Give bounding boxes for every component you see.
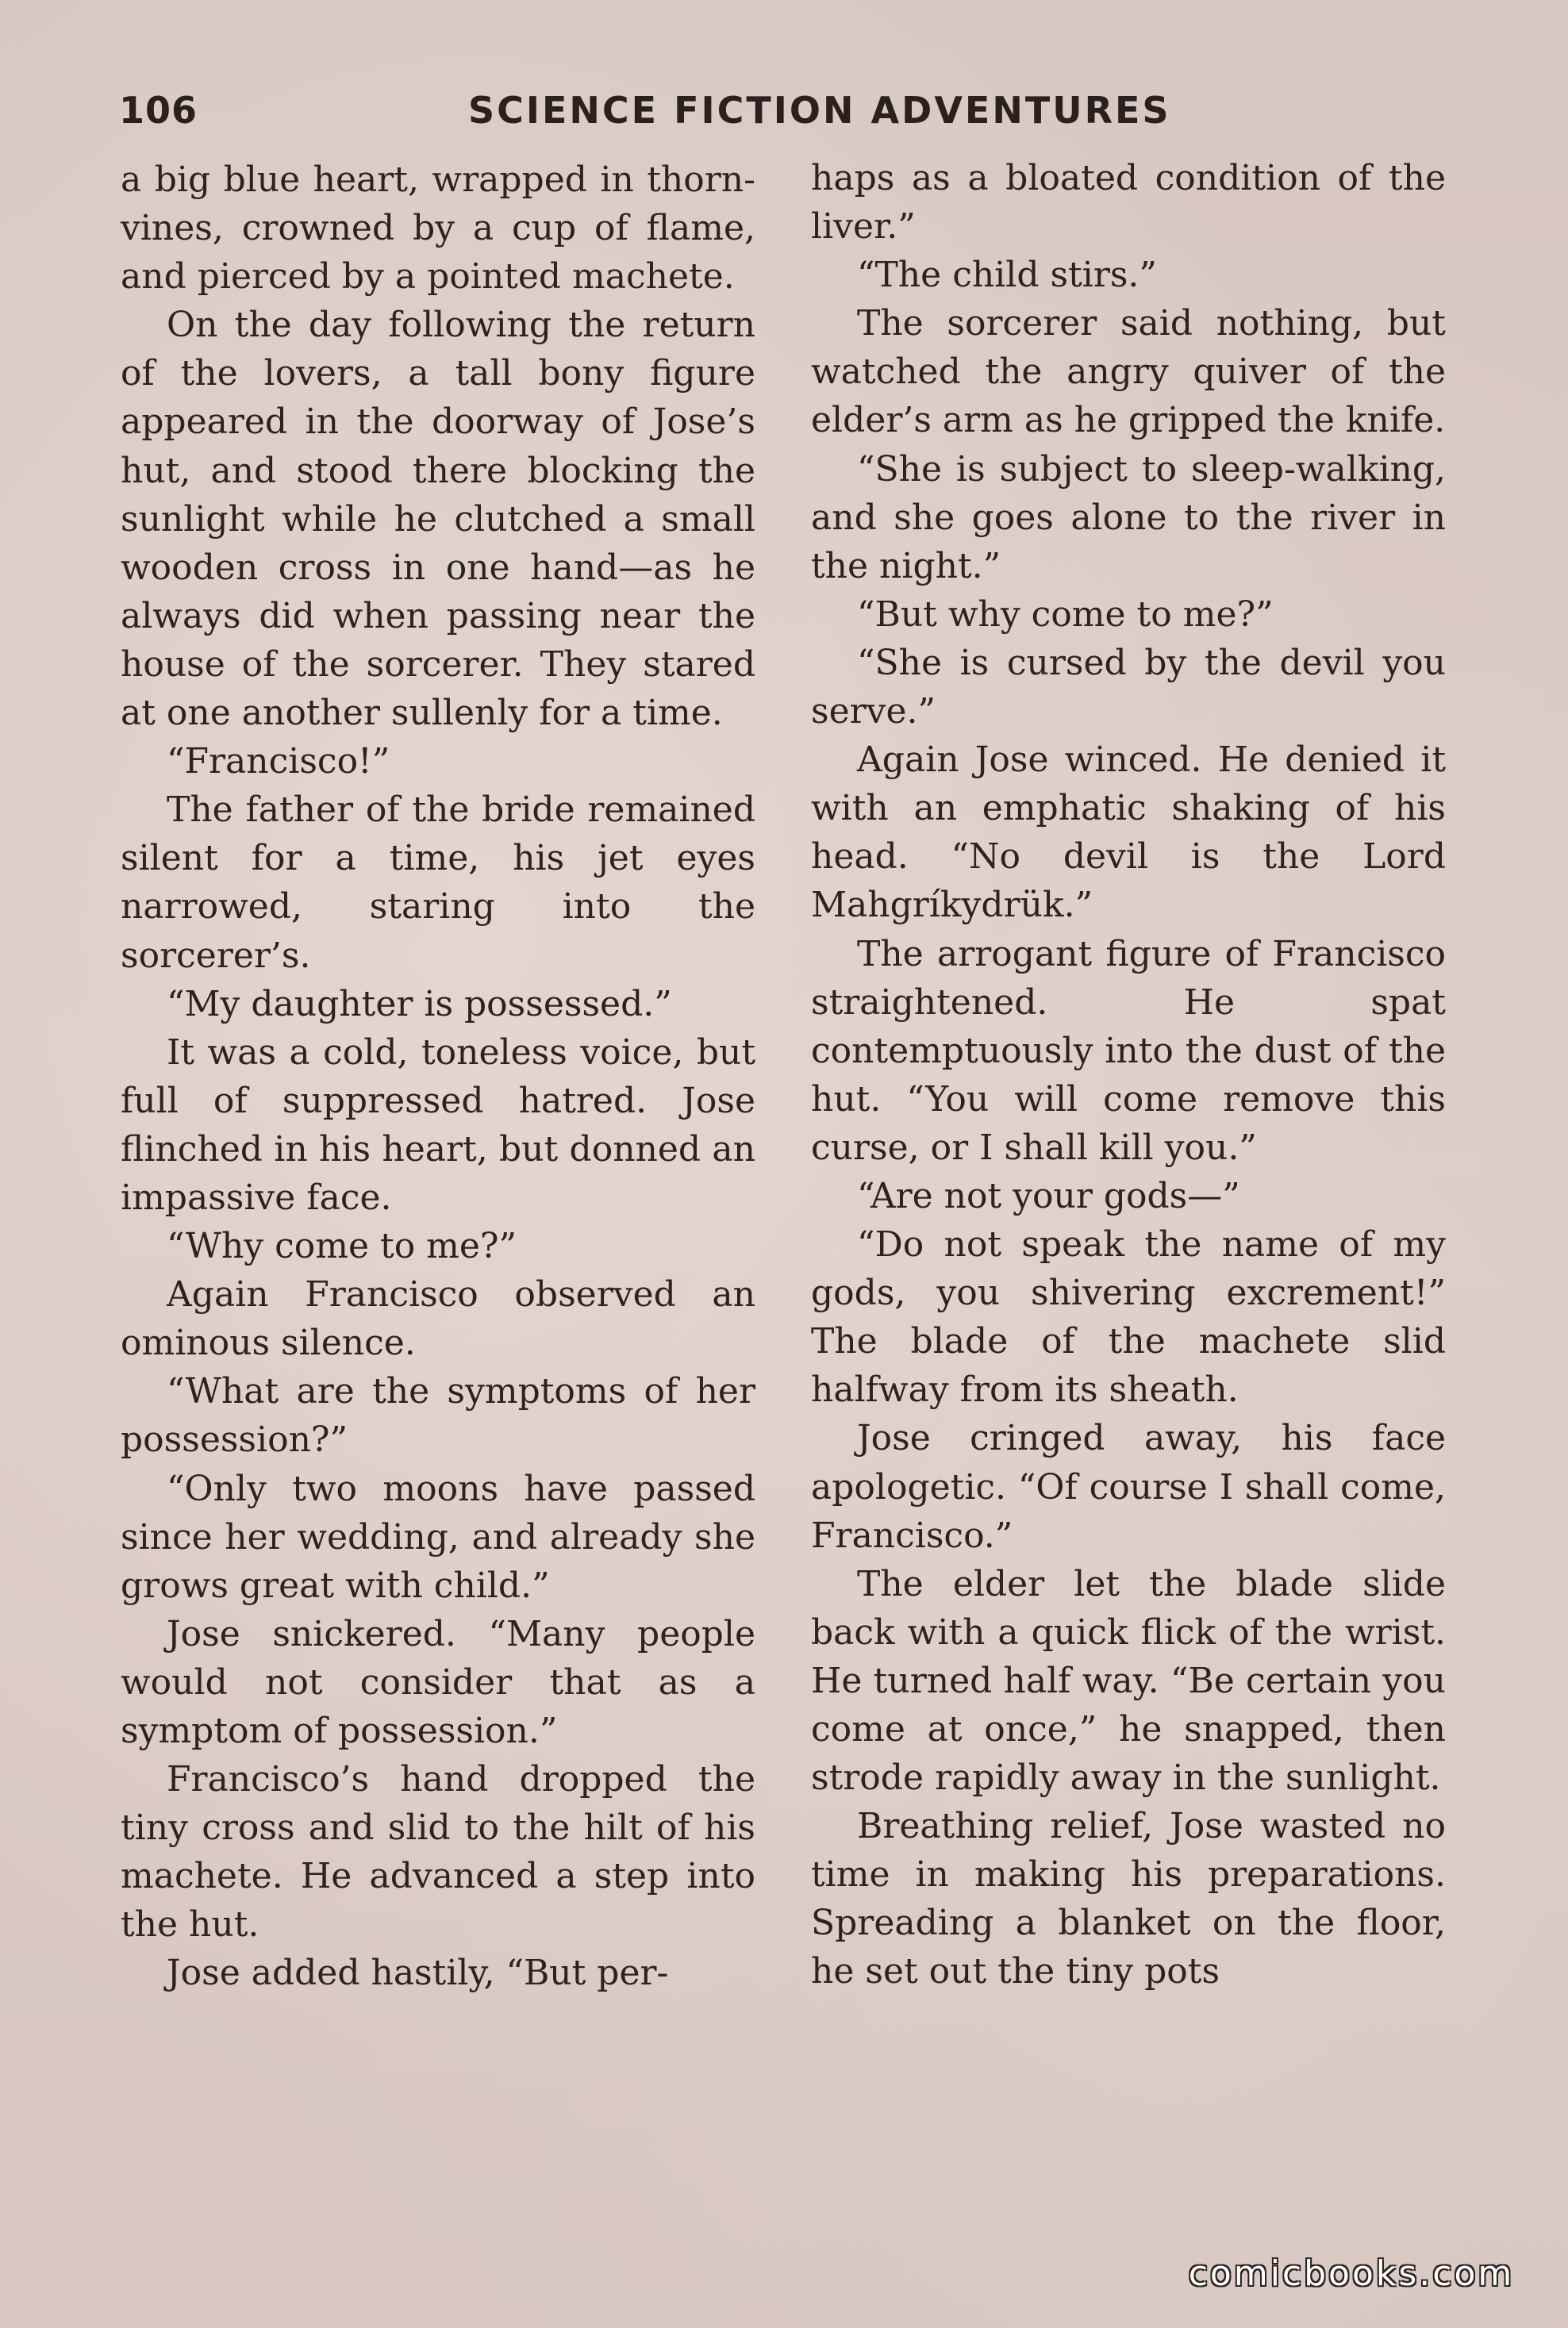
paragraph: “What are the symptoms of her possession?” xyxy=(121,1371,755,1461)
paragraph: The father of the bride remained silent for a time, his jet eyes narrowed, staring into the sorcerer’s. xyxy=(121,789,755,976)
text-column-left xyxy=(121,156,755,1998)
paragraph: “Do not speak the name of my gods, you shivering excrement!” The blade of the machete slid halfway from its sheath. xyxy=(811,1224,1446,1411)
paragraph: Jose added hastily, “But per- xyxy=(167,1953,669,1994)
paragraph: “Francisco!” xyxy=(167,741,390,782)
paragraph: It was a cold, toneless voice, but full of suppressed hatred. Jose flinched in his heart, but donned an impassive face. xyxy=(121,1031,755,1218)
paragraph: The sorcerer said nothing, but watched the angry quiver of the elder’s arm as he gripped the knife. xyxy=(811,303,1446,441)
paragraph: Jose snickered. “Many people would not consider that as a symptom of possession.” xyxy=(121,1613,755,1751)
paragraph: “My daughter is possessed.” xyxy=(167,983,672,1024)
page-header xyxy=(119,89,1452,144)
paragraph: Again Francisco observed an ominous silence. xyxy=(121,1274,755,1364)
paragraph: “She is subject to sleep-walking, and she goes alone to the river in the night.” xyxy=(811,448,1446,586)
paragraph: “But why come to me?” xyxy=(857,594,1274,635)
paragraph: “She is cursed by the devil you serve.” xyxy=(811,642,1446,732)
paragraph: “The child stirs.” xyxy=(857,255,1157,296)
paragraph: On the day following the return of the lovers, a tall bony figure appeared in the doorway of Jose’s hut, and stood there blocking the sunlight while he clutched a small wooden cross in one hand—as he always did when passing near the house of the sorcerer. They stared at one another sullenly for a time. xyxy=(121,305,755,734)
paragraph: Again Jose winced. He denied it with an emphatic shaking of his head. “No devil is the Lord Mahgríkydrük.” xyxy=(811,740,1446,926)
text-column-right xyxy=(811,154,1446,1996)
source-watermark: comicbooks.com xyxy=(1188,2253,1515,2294)
paragraph: haps as a bloated condition of the liver.” xyxy=(811,158,1446,248)
running-head: SCIENCE FICTION ADVENTURES xyxy=(468,89,1171,132)
paragraph: Breathing relief, Jose wasted no time in making his preparations. Spreading a blanket on the floor, he set out the tiny pots xyxy=(811,1806,1446,1992)
paragraph: Jose cringed away, his face apologetic. “Of course I shall come, Francisco.” xyxy=(811,1418,1446,1556)
paragraph: “Are not your gods—” xyxy=(857,1175,1240,1216)
paragraph: The arrogant figure of Francisco straightened. He spat contemptuously into the dust of the hut. “You will come remove this curse, or I shall kill you.” xyxy=(811,933,1446,1168)
paragraph: a big blue heart, wrapped in thorn-vines, crowned by a cup of flame, and pierced by a pointed machete. xyxy=(121,159,755,298)
paragraph: The elder let the blade slide back with a quick flick of the wrist. He turned half way. “Be certain you come at once,” he snapped, then strode rapidly away in the sunlight. xyxy=(811,1563,1446,1799)
paragraph: “Only two moons have passed since her wedding, and already she grows great with child.” xyxy=(121,1468,755,1606)
page-number: 106 xyxy=(119,89,198,132)
paragraph: “Why come to me?” xyxy=(167,1226,517,1267)
paragraph: Francisco’s hand dropped the tiny cross and slid to the hilt of his machete. He advanced a step into the hut. xyxy=(121,1759,755,1946)
